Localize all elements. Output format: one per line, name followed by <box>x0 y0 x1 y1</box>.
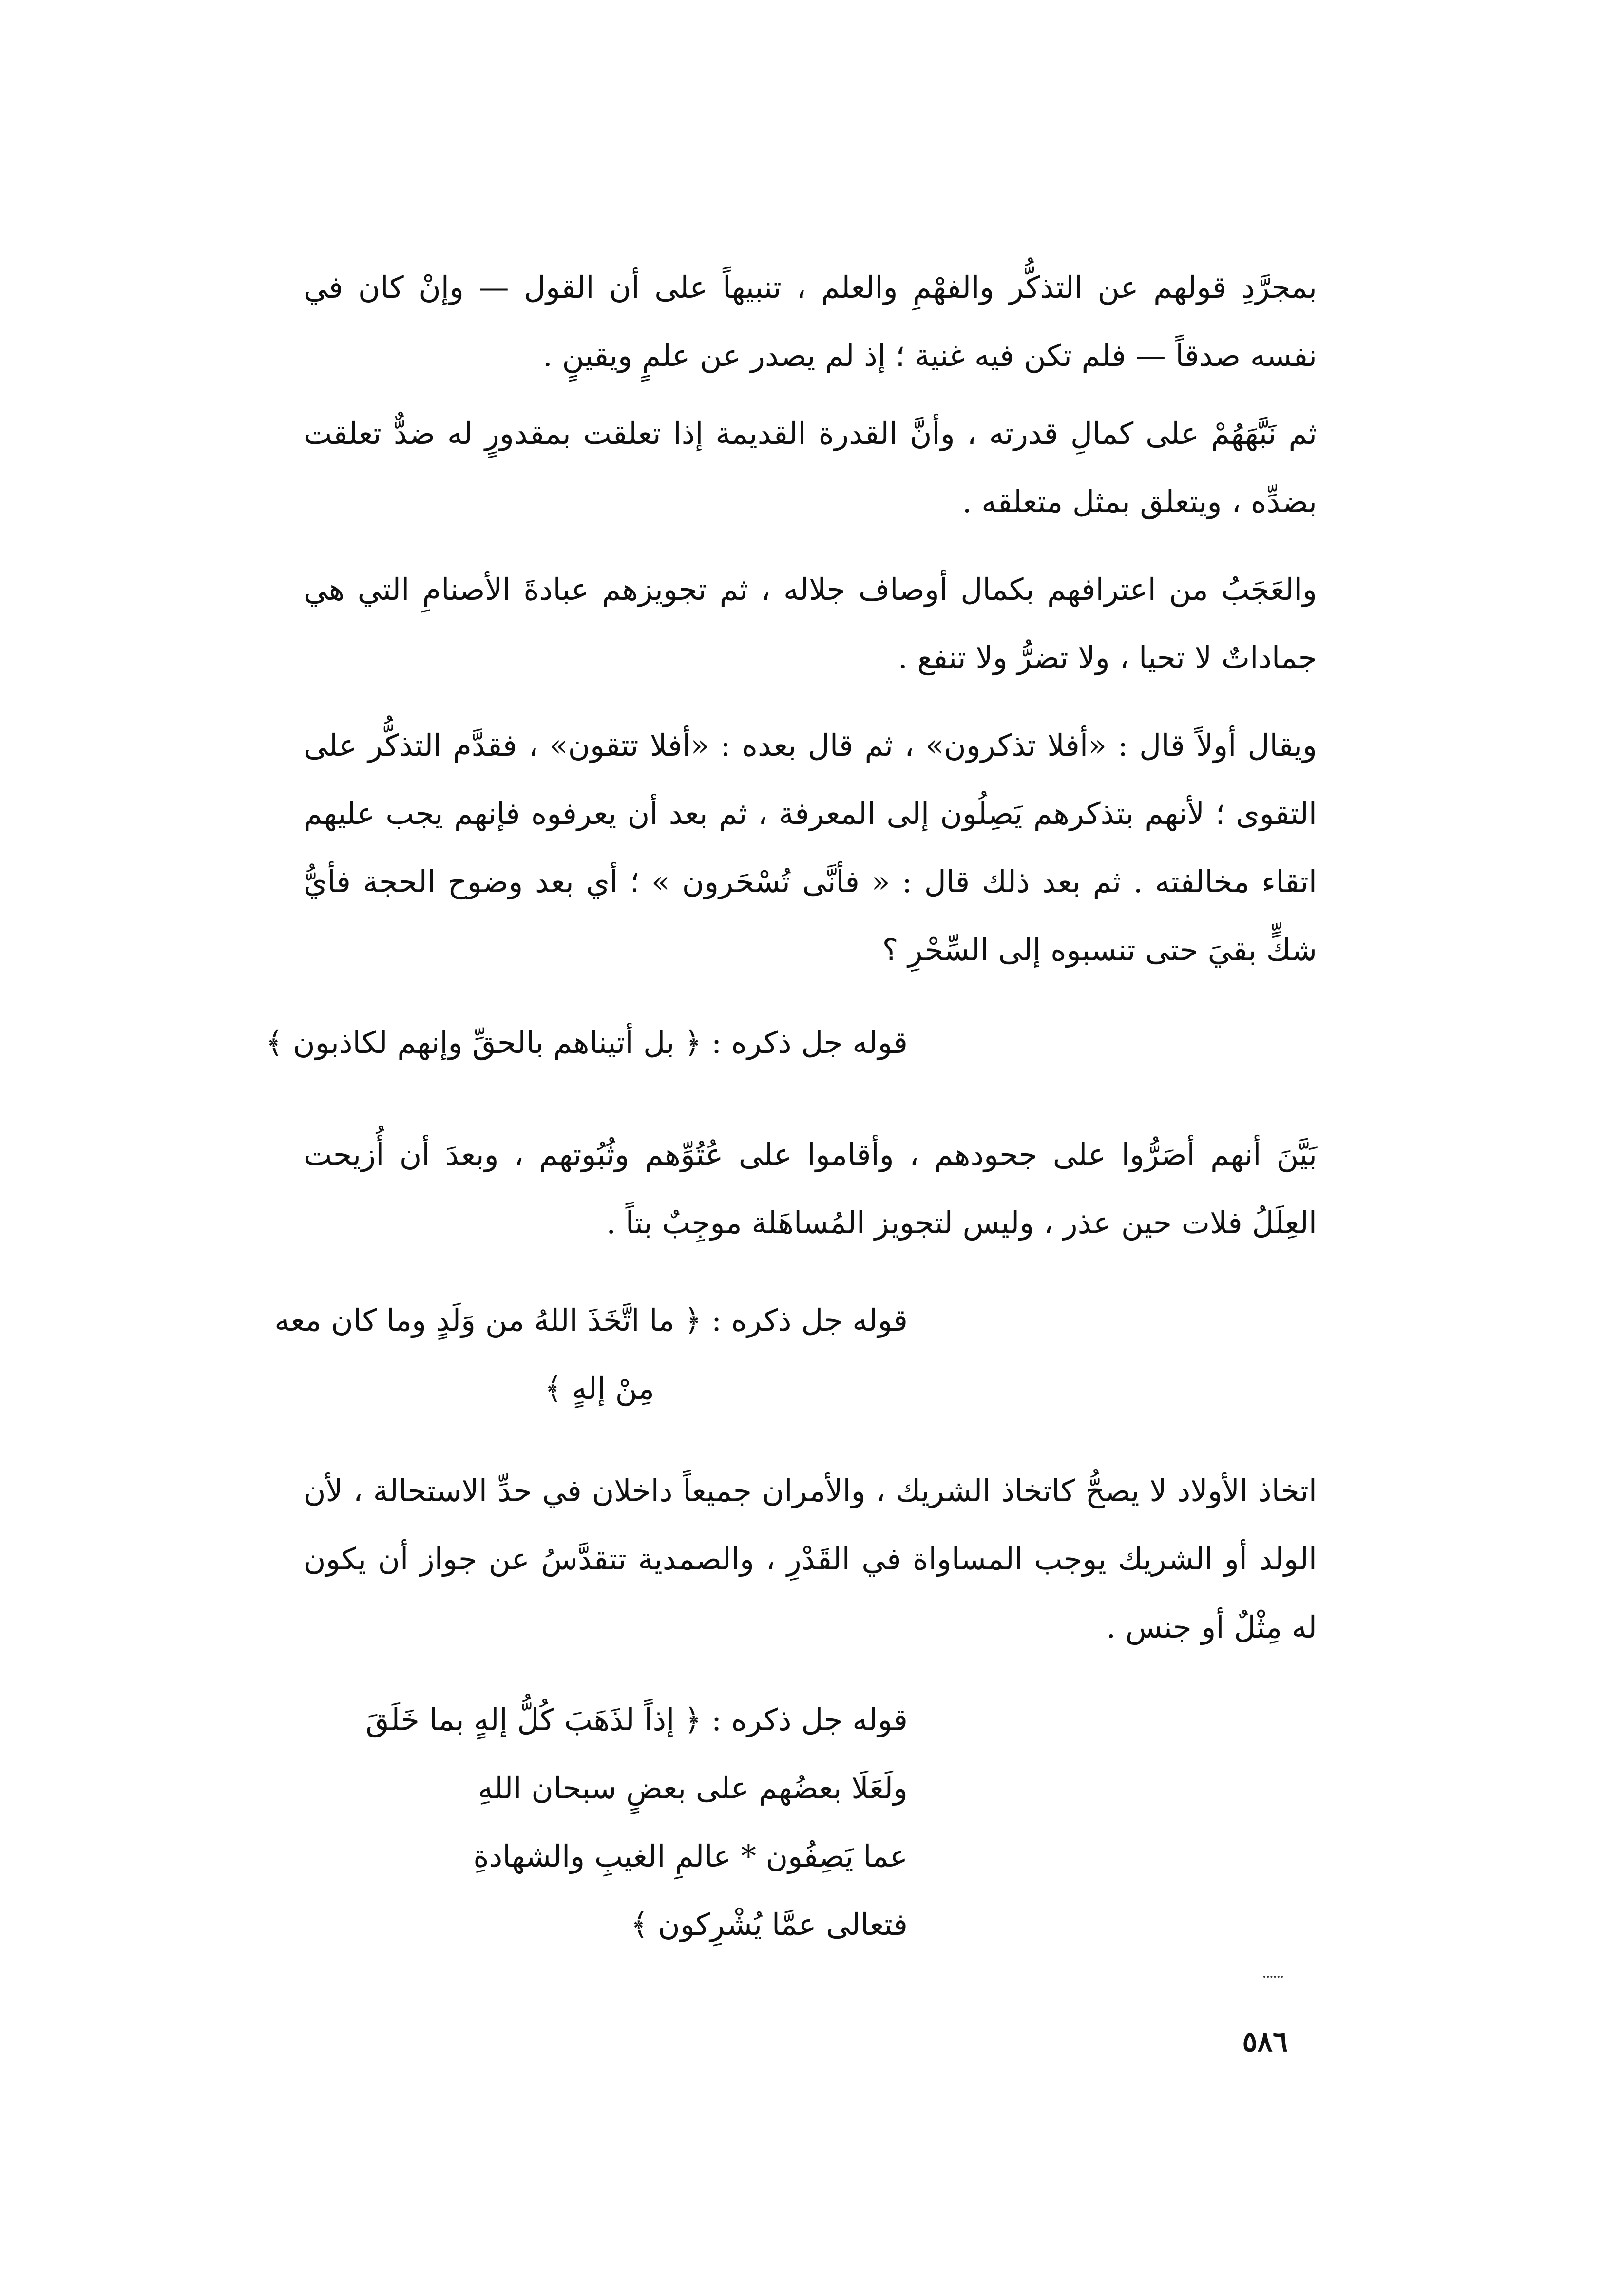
paragraph-5-line-1: بَيَّنَ أنهم أصَرُّوا على جحودهم ، وأقاموا على عُتُوِّهم وثُبُوتهم ، وبعدَ أن أُزيحت العِلَلُ <box>304 1137 1317 1241</box>
quote-3 <box>365 1686 908 1959</box>
paragraph-1-line-2: صدقاً — فلم تكن فيه غنية ؛ إذ لم يصدر عن علمٍ ويقينٍ . <box>543 338 1241 373</box>
quote-3-line-2: ولَعَلَا بعضُهم على بعضٍ سبحان اللهِ <box>478 1770 908 1806</box>
paragraph-3-line-1: والعَجَبُ من اعترافهم بكمال أوصاف جلاله ، ثم تجويزهم عبادةَ الأصنامِ التي هي جماداتٌ <box>304 572 1317 675</box>
paragraph-2-line-2: ويتعلق بمثل متعلقه . <box>962 484 1222 519</box>
quote-3-line-1: قوله جل ذكره : ﴿ إذاً لذَهَبَ كُلُّ إلهٍ بما خَلَقَ <box>365 1702 908 1737</box>
paragraph-6-line-2: لأن الولد أو الشريك يوجب المساواة في القَدْرِ ، والصمدية تتقدَّسُ عن جواز أن يكون <box>304 1473 1317 1577</box>
paragraph-5-line-2: فلات حين عذر ، وليس لتجويز المُساهَلة موجِبٌ بتاً . <box>606 1205 1242 1241</box>
footer-divider <box>1263 1976 1283 1978</box>
paragraph-3-line-2: لا تحيا ، ولا تضرُّ ولا تنفع . <box>898 640 1212 675</box>
paragraph-6 <box>304 1457 1317 1661</box>
quote-2-line-1: قوله جل ذكره : ﴿ ما اتَّخَذَ اللهُ من وَلَدٍ وما كان معه <box>274 1302 908 1338</box>
paragraph-6-line-3: له مِثْلٌ أو جنس . <box>1106 1609 1317 1645</box>
paragraph-1 <box>304 253 1317 390</box>
quote-1 <box>266 1009 908 1077</box>
quote-3-line-3: عما يَصِفُون * عالمِ الغيبِ والشهادةِ <box>473 1838 908 1874</box>
paragraph-4-line-2: لأنهم بتذكرهم يَصِلُون إلى المعرفة ، ثم بعد أن يعرفوه فإنهم يجب عليهم اتقاء مخالفته . <box>304 796 1317 899</box>
quote-3-line-4: فتعالى عمَّا يُشْرِكون ﴾ <box>630 1907 908 1942</box>
page-number: ٥٨٦ <box>1242 2025 1288 2058</box>
paragraph-1-line-1: بمجرَّدِ قولهم عن التذكُّر والفهْمِ والعلم ، تنبيهاً على أن القول — وإنْ كان في نفسه <box>304 269 1317 373</box>
paragraph-3 <box>304 555 1317 692</box>
quote-1-line-1: قوله جل ذكره : ﴿ بل أتيناهم بالحقِّ وإنهم لكاذبون ﴾ <box>266 1025 908 1060</box>
paragraph-4-line-3: ثم بعد ذلك قال : « فأنَّى تُسْحَرون » ؛ أي بعد وضوح الحجة فأيُّ شكٍّ بقيَ حتى تنسبوه <box>304 864 1317 968</box>
paragraph-2-line-1: ثم نَبَّهَهُمْ على كمالِ قدرته ، وأنَّ القدرة القديمة إذا تعلقت بمقدورٍ له ضدٌّ تعلقت بضدِّه ، <box>304 416 1317 519</box>
paragraph-4-line-4: إلى السِّحْرِ ؟ <box>882 932 1041 968</box>
paragraph-4 <box>304 711 1317 984</box>
quote-2 <box>274 1286 908 1423</box>
paragraph-5 <box>304 1121 1317 1257</box>
quote-2-line-2: مِنْ إلهٍ ﴾ <box>544 1371 654 1406</box>
paragraph-6-line-1: اتخاذ الأولاد لا يصحُّ كاتخاذ الشريك ، والأمران جميعاً داخلان في حدِّ الاستحالة ، <box>353 1473 1317 1508</box>
paragraph-4-line-1: ويقال أولاً قال : «أفلا تذكرون» ، ثم قال بعده : «أفلا تتقون» ، فقدَّم التذكُّر على التقوى ؛ <box>304 727 1318 831</box>
paragraph-2 <box>304 400 1317 536</box>
